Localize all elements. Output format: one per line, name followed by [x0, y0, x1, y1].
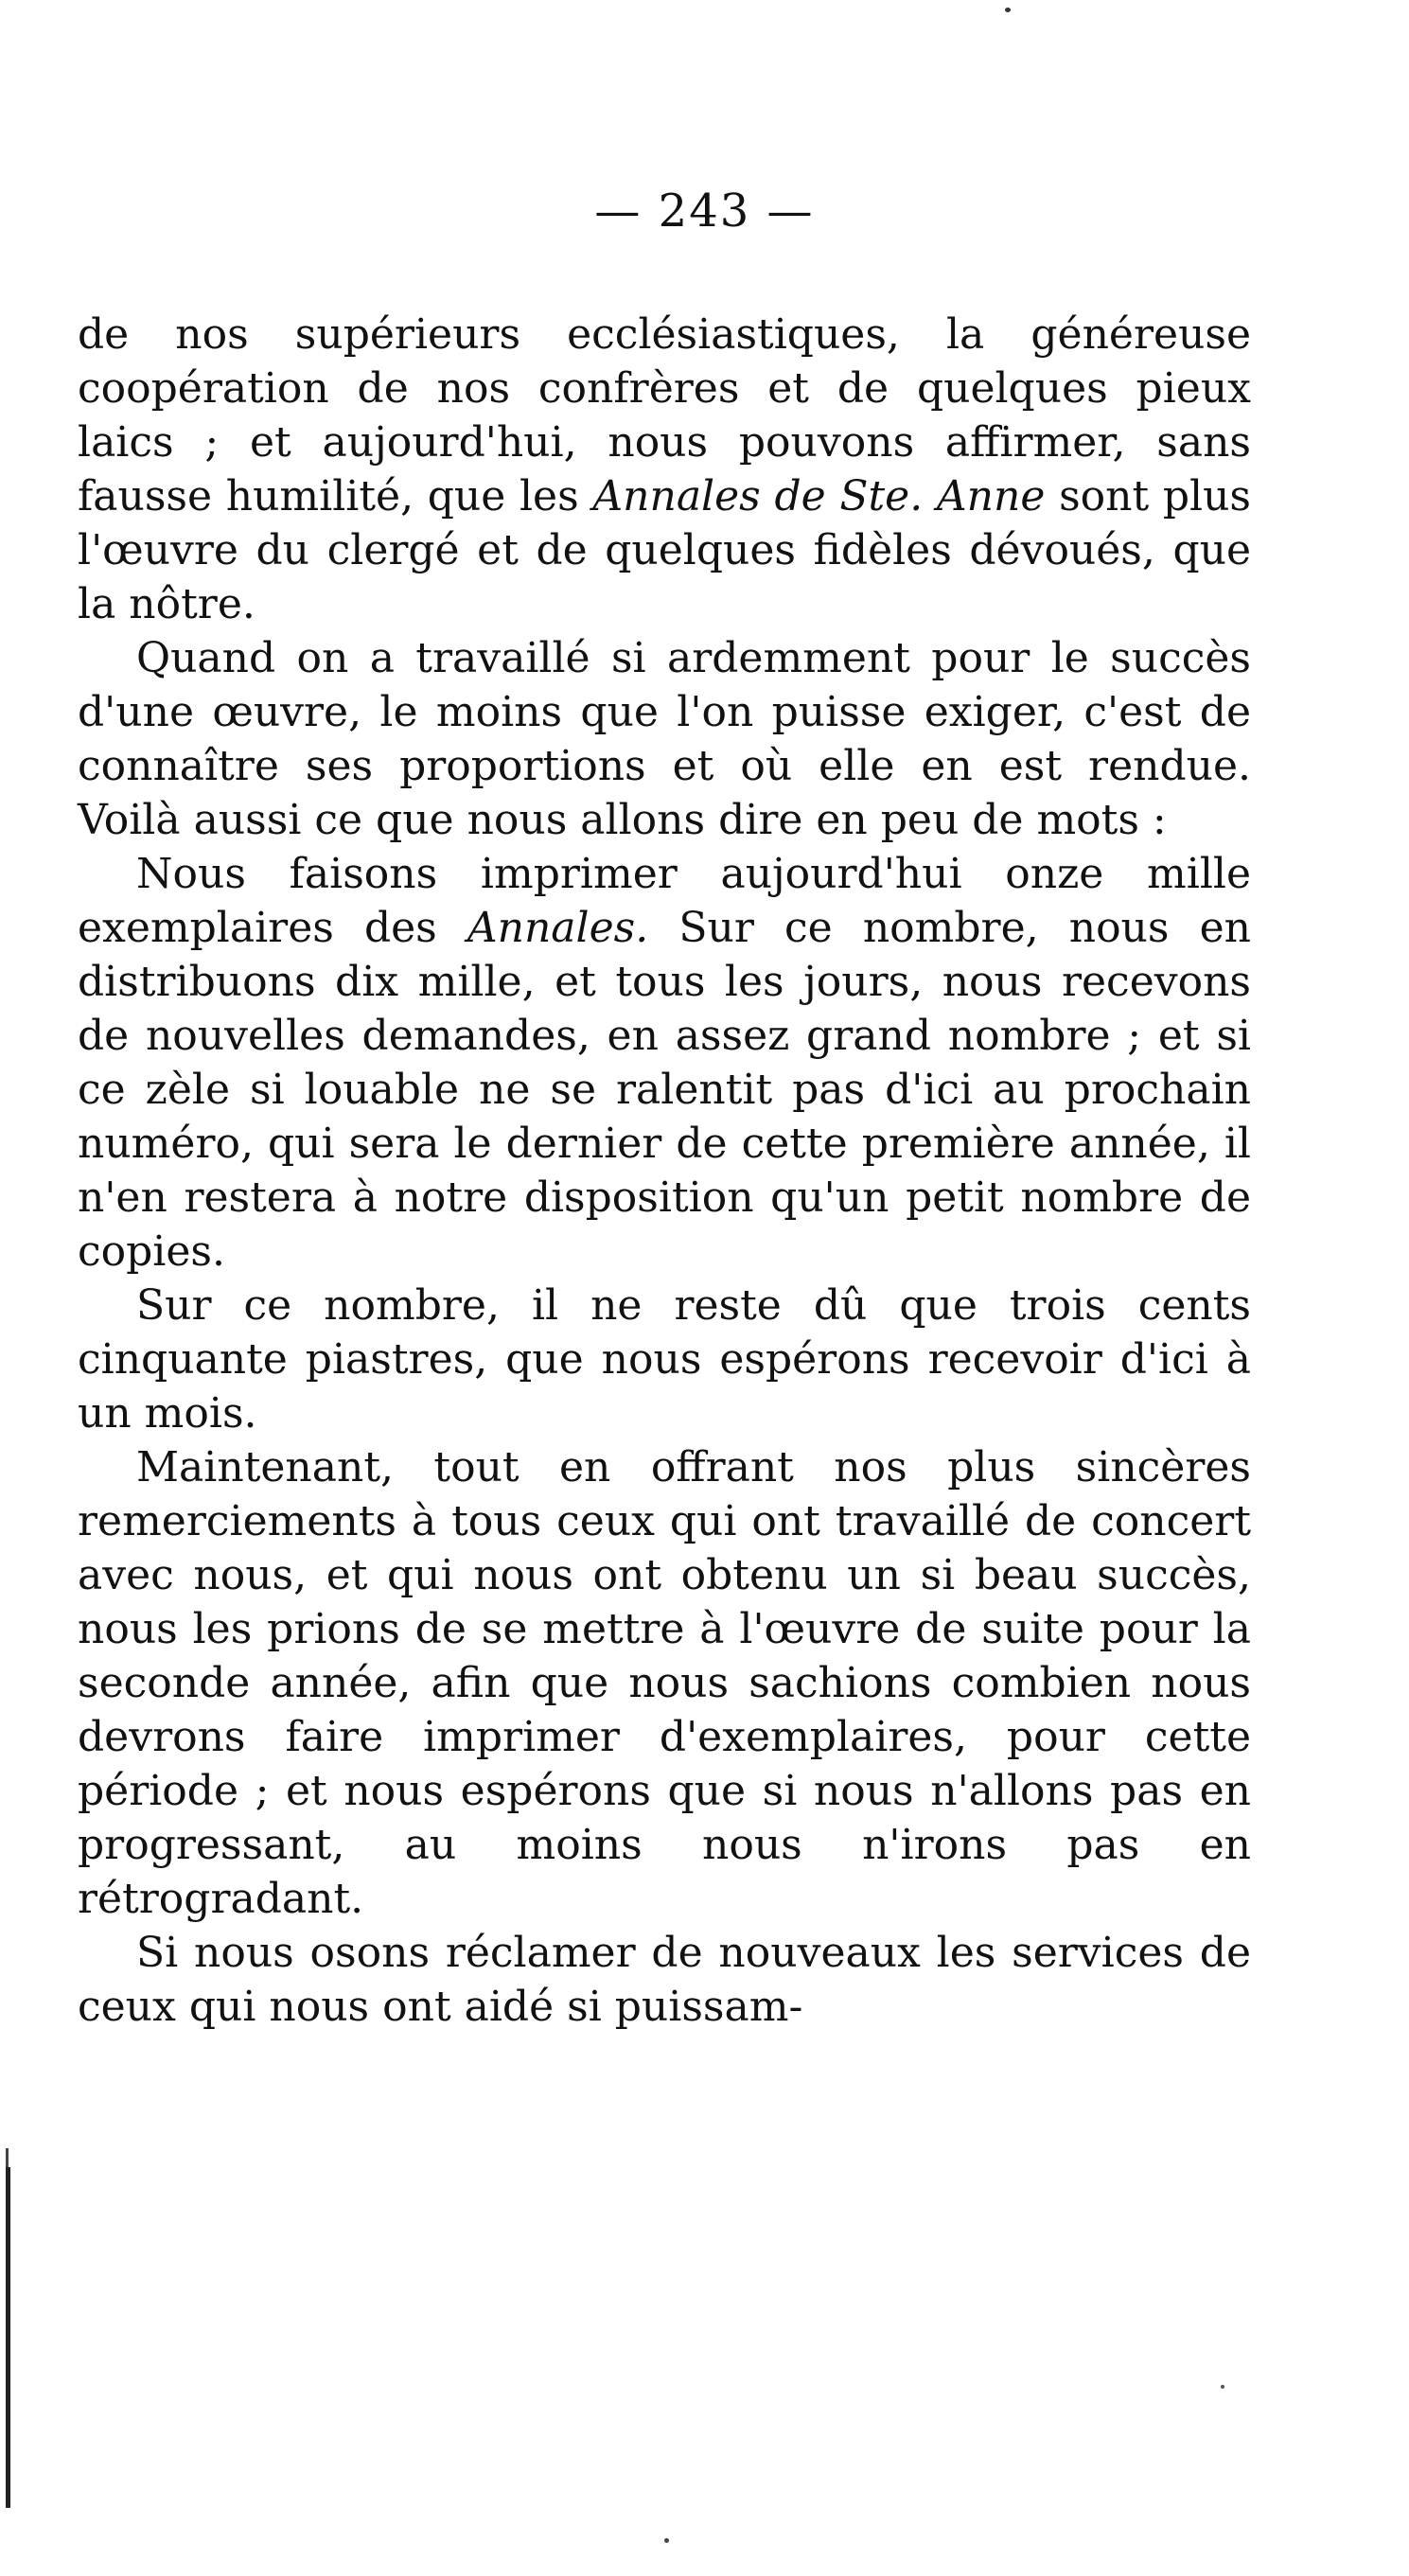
- page-number: — 243 —: [594, 185, 815, 238]
- text-run: sont plus l'œuvre du clergé et de quelques fidèles dévoués, que la nôtre.: [78, 472, 1251, 628]
- paragraph: [78, 1926, 1251, 2034]
- paragraph: [78, 1440, 1251, 1926]
- scan-speck: [1005, 8, 1011, 12]
- scan-speck: [1221, 2385, 1224, 2389]
- italic-text: Annales.: [467, 904, 649, 952]
- text-run: Maintenant, tout en offrant nos plus sincères remerciements à tous ceux qui ont travaillé de concert avec nous, et qui nous ont obtenu un si beau succès, nous les prions de se mettre à l'œuvre de suite pour la seconde année, afin que nous sachions combien nous devrons faire imprimer d'exemplaires, pour cette période ; et nous espérons que si nous n'allons pas en progressant, au moins nous n'irons pas en rétrogradant.: [78, 1443, 1251, 1923]
- text-run: de nos supérieurs ecclésiastiques, la généreuse coopération de nos confrères et de quelques pieux laics ; et aujourd'hui, nous pouvons affirmer, sans fausse humilité, que les: [78, 310, 1251, 520]
- text-run: Nous faisons imprimer aujourd'hui onze mille exemplaires des: [78, 850, 1251, 952]
- text-run: Sur ce nombre, nous en distribuons dix mille, et tous les jours, nous recevons de nouvelles demandes, en assez grand nombre ; et si ce zèle si louable ne se ralentit pas d'ici au prochain numéro, qui sera le dernier de cette première année, il n'en restera à notre disposition qu'un petit nombre de copies.: [78, 904, 1251, 1276]
- text-run: Quand on a travaillé si ardemment pour le succès d'une œuvre, le moins que l'on puisse exiger, c'est de connaître ses proportions et où elle en est rendue. Voilà aussi ce que nous allons dire en peu de mots :: [78, 634, 1251, 844]
- paragraph: [78, 847, 1251, 1279]
- italic-text: Annales de Ste. Anne: [592, 472, 1046, 520]
- paragraph: [78, 1279, 1251, 1440]
- text-run: Sur ce nombre, il ne reste dû que trois cents cinquante piastres, que nous espérons recevoir d'ici à un mois.: [78, 1281, 1251, 1438]
- scan-speck: [664, 2538, 669, 2543]
- margin-scan-line: [6, 2167, 10, 2508]
- paragraph: [78, 631, 1251, 847]
- paragraph: [78, 308, 1251, 631]
- text-run: Si nous osons réclamer de nouveaux les services de ceux qui nous ont aidé si puissam-: [78, 1929, 1251, 2031]
- body-text: [78, 308, 1251, 2034]
